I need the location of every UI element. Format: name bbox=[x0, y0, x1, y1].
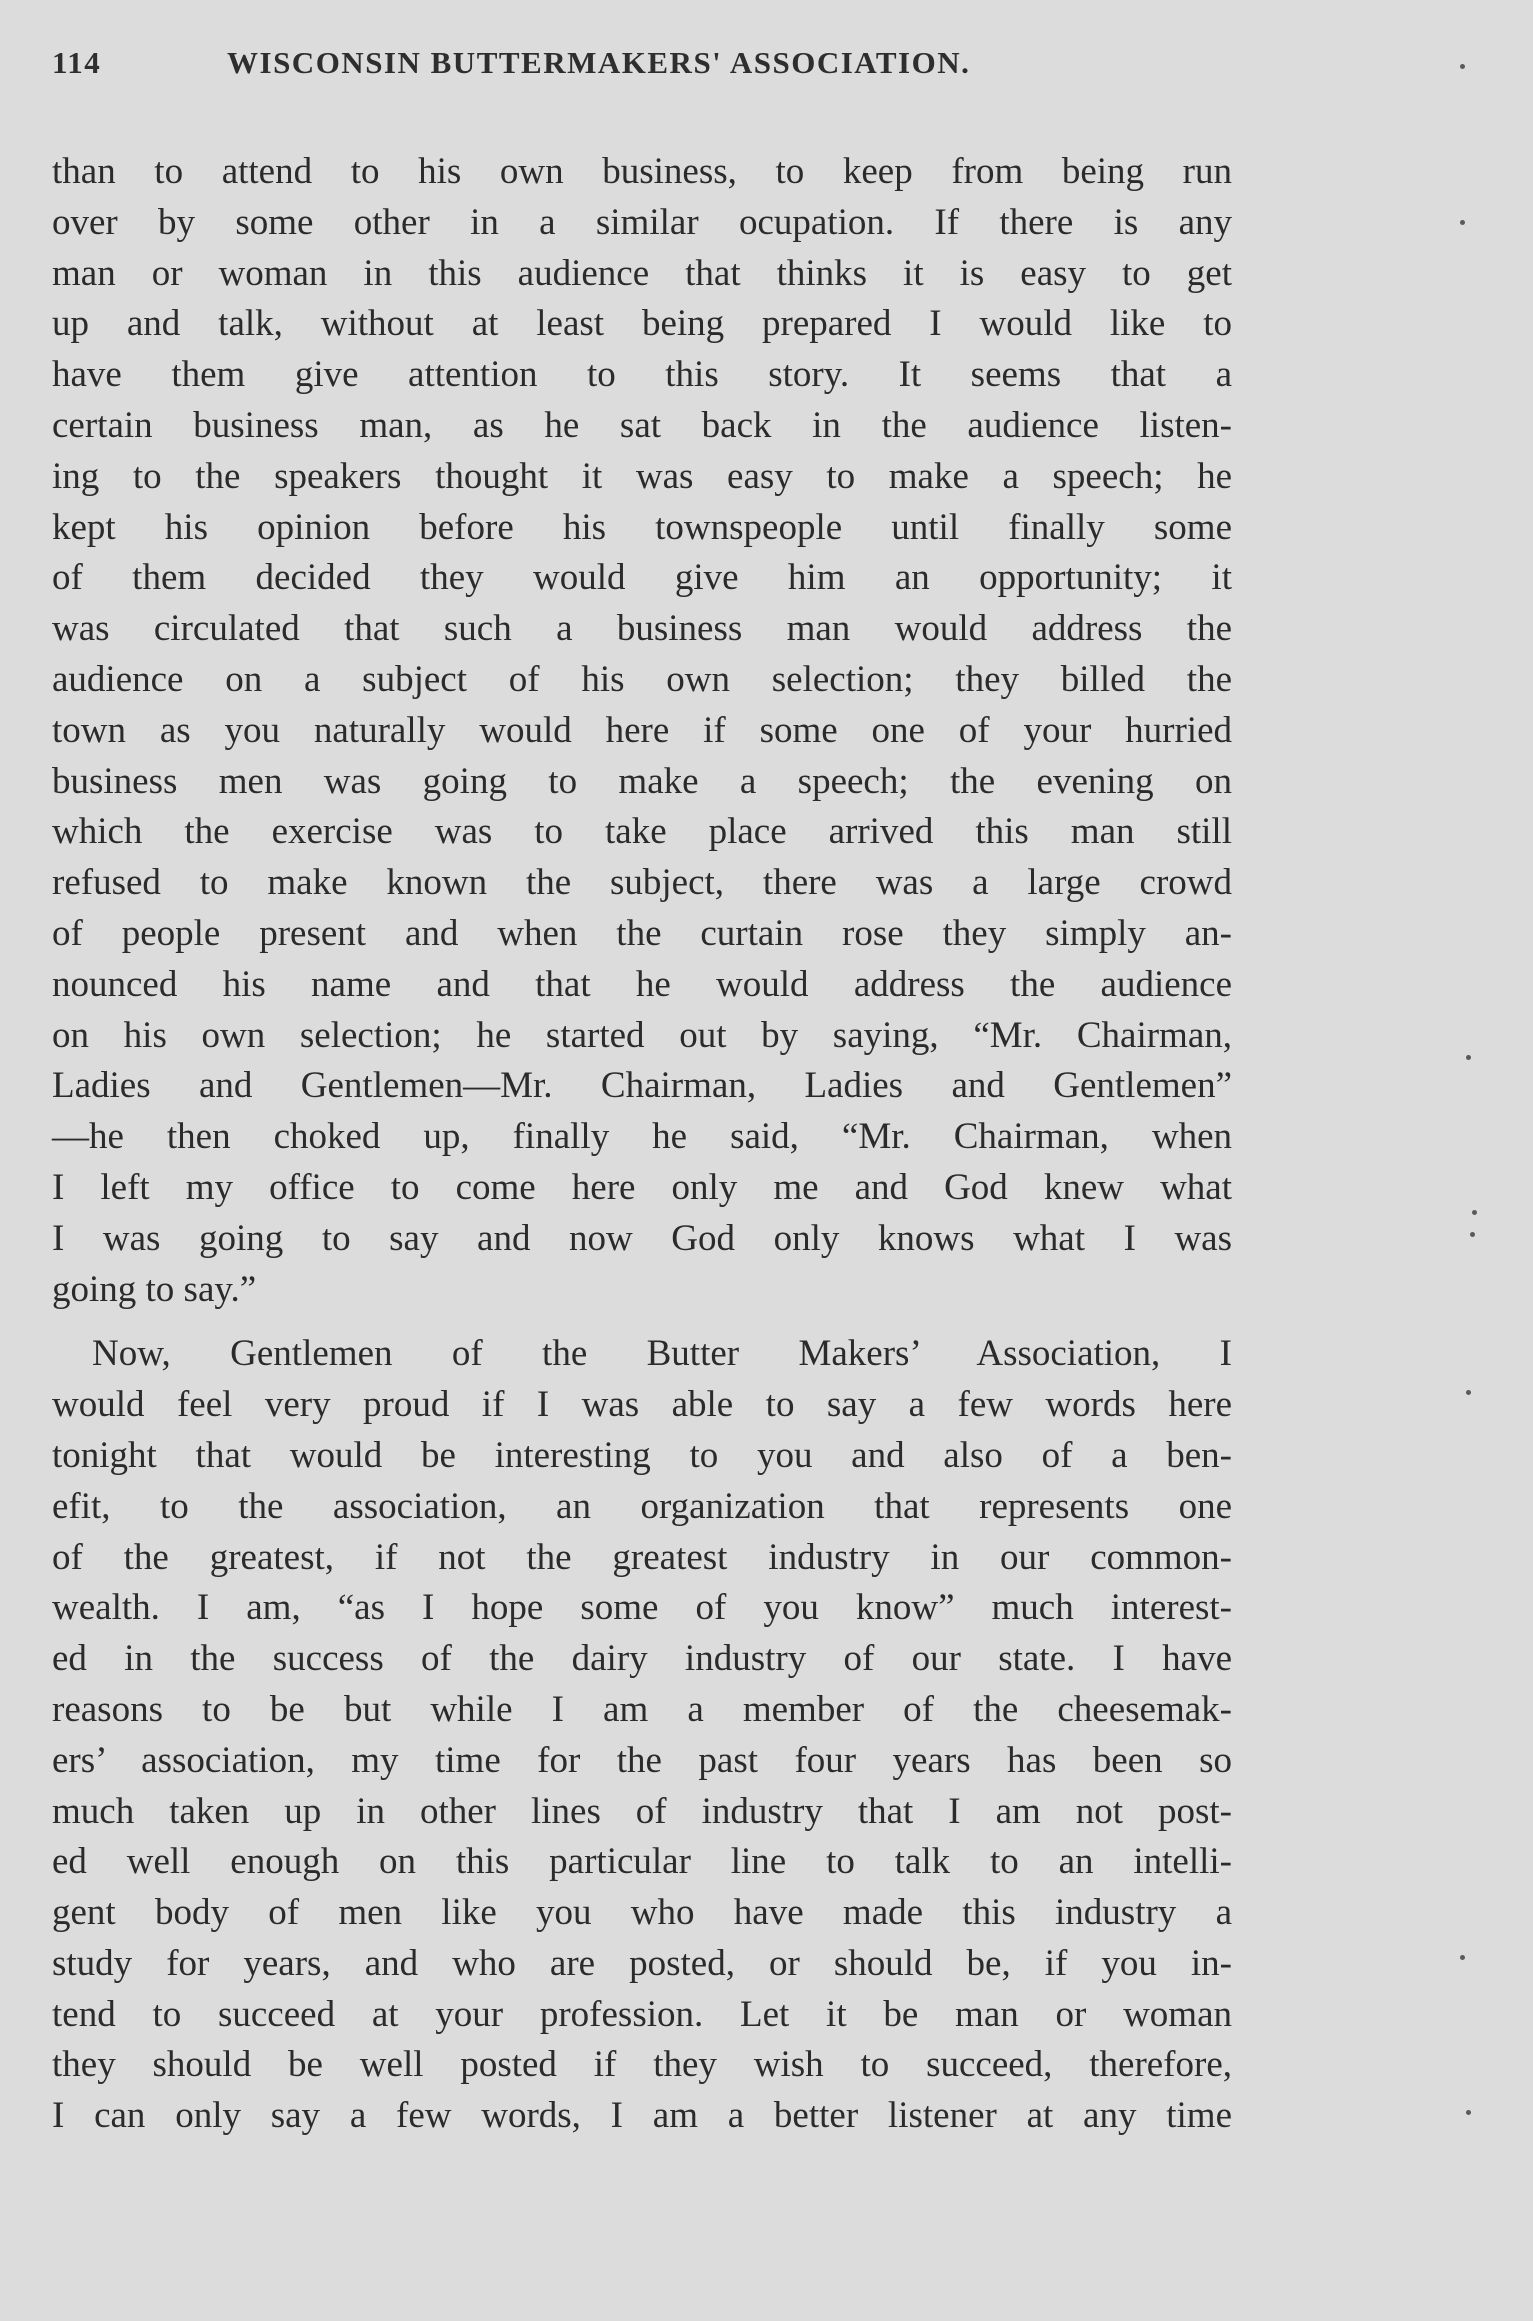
running-head bbox=[52, 45, 1062, 89]
text-line: over by some other in a similar ocupation. If there is any bbox=[52, 201, 1232, 243]
scan-speck bbox=[1466, 1055, 1471, 1060]
text-line: business men was going to make a speech; the evening on bbox=[52, 760, 1232, 802]
scan-speck bbox=[1466, 2110, 1471, 2115]
text-line: up and talk, without at least being prepared I would like to bbox=[52, 303, 1232, 345]
scan-speck bbox=[1460, 64, 1465, 69]
text-line: I left my office to come here only me and God knew what bbox=[52, 1166, 1232, 1208]
text-line: study for years, and who are posted, or should be, if you in- bbox=[52, 1942, 1232, 1984]
text-line: certain business man, as he sat back in the audience listen- bbox=[52, 404, 1232, 446]
text-line: reasons to be but while I am a member of the cheesemak- bbox=[52, 1688, 1232, 1730]
text-line: Now, Gentlemen of the Butter Makers’ Association, I bbox=[92, 1333, 1232, 1375]
text-line: town as you naturally would here if some one of your hurried bbox=[52, 709, 1232, 751]
text-line: was circulated that such a business man would address the bbox=[52, 608, 1232, 650]
text-line: audience on a subject of his own selection; they billed the bbox=[52, 658, 1232, 700]
text-line: they should be well posted if they wish to succeed, therefore, bbox=[52, 2044, 1232, 2086]
text-line: man or woman in this audience that thinks it is easy to get bbox=[52, 252, 1232, 294]
scan-speck bbox=[1460, 1955, 1465, 1960]
text-line: of them decided they would give him an opportunity; it bbox=[52, 557, 1232, 599]
text-line: —he then choked up, finally he said, “Mr. Chairman, when bbox=[52, 1116, 1232, 1158]
scan-speck bbox=[1460, 220, 1465, 225]
text-line: kept his opinion before his townspeople until finally some bbox=[52, 506, 1232, 548]
scan-speck bbox=[1470, 1232, 1475, 1237]
text-line: ers’ association, my time for the past four years has been so bbox=[52, 1739, 1232, 1781]
text-line: tend to succeed at your profession. Let it be man or woman bbox=[52, 1993, 1232, 2035]
text-line: which the exercise was to take place arrived this man still bbox=[52, 811, 1232, 853]
text-line: than to attend to his own business, to keep from being run bbox=[52, 151, 1232, 192]
text-line: gent body of men like you who have made this industry a bbox=[52, 1892, 1232, 1934]
text-line: efit, to the association, an organization that represents one bbox=[52, 1485, 1232, 1527]
text-line: ed well enough on this particular line to talk to an intelli- bbox=[52, 1841, 1232, 1883]
text-line: have them give attention to this story. It seems that a bbox=[52, 354, 1232, 396]
text-line: would feel very proud if I was able to say a few words here bbox=[52, 1384, 1232, 1426]
scan-speck bbox=[1472, 1210, 1477, 1215]
text-line: ing to the speakers thought it was easy to make a speech; he bbox=[52, 455, 1232, 497]
paragraph-1 bbox=[52, 147, 1232, 1315]
paragraph-spacer bbox=[52, 1315, 1232, 1329]
paragraph-2 bbox=[52, 1329, 1232, 2142]
text-line: ed in the success of the dairy industry of our state. I have bbox=[52, 1638, 1232, 1680]
text-line: of people present and when the curtain rose they simply an- bbox=[52, 912, 1232, 954]
text-line: Ladies and Gentlemen—Mr. Chairman, Ladies and Gentlemen” bbox=[52, 1065, 1232, 1107]
page-number: 114 bbox=[52, 45, 102, 80]
text-line: nounced his name and that he would address the audience bbox=[52, 963, 1232, 1005]
text-line: I can only say a few words, I am a better listener at any time bbox=[52, 2095, 1232, 2137]
text-line: of the greatest, if not the greatest industry in our common- bbox=[52, 1536, 1232, 1578]
text-line: going to say.” bbox=[52, 1268, 257, 1310]
text-line: on his own selection; he started out by saying, “Mr. Chairman, bbox=[52, 1014, 1232, 1056]
text-line: wealth. I am, “as I hope some of you know” much interest- bbox=[52, 1587, 1232, 1629]
text-line: refused to make known the subject, there was a large crowd bbox=[52, 862, 1232, 904]
body-text bbox=[52, 147, 1232, 2142]
text-line: tonight that would be interesting to you and also of a ben- bbox=[52, 1434, 1232, 1476]
scan-speck bbox=[1466, 1390, 1471, 1395]
running-title: WISCONSIN BUTTERMAKERS' ASSOCIATION. bbox=[227, 45, 971, 80]
text-line: much taken up in other lines of industry that I am not post- bbox=[52, 1790, 1232, 1832]
text-line: I was going to say and now God only knows what I was bbox=[52, 1217, 1232, 1259]
